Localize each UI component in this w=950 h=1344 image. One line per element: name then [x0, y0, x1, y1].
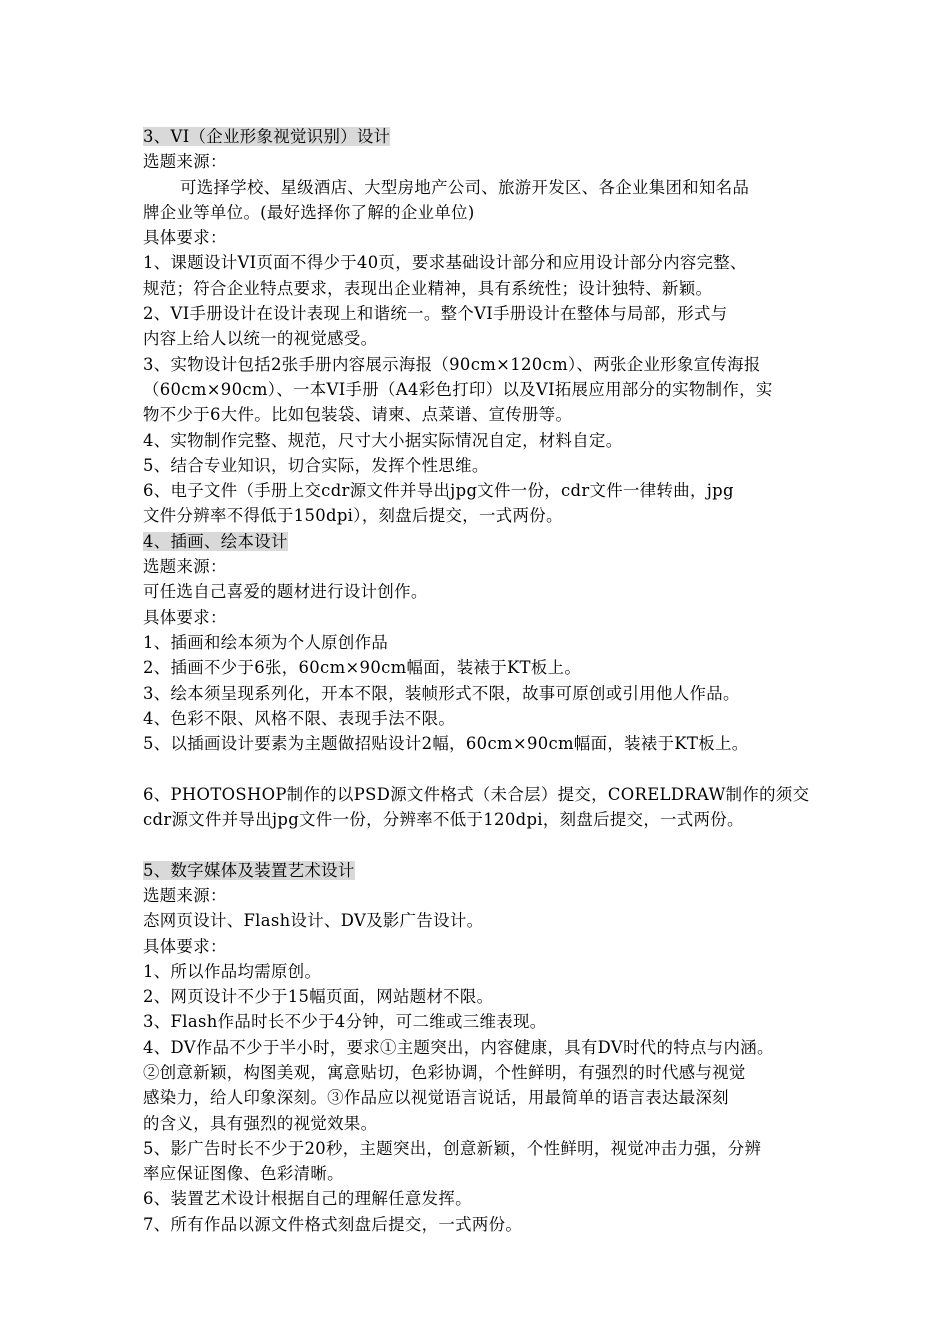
document-page	[143, 124, 818, 1237]
requirement-line: 率应保证图像、色彩清晰。	[143, 1164, 344, 1184]
requirement-line: ②创意新颖，构图美观，寓意贴切，色彩协调，个性鲜明，有强烈的时代感与视觉	[143, 1062, 746, 1082]
paragraph-line: 态网页设计、Flash设计、DV及影广告设计。	[143, 911, 484, 931]
source-label: 选题来源：	[143, 152, 227, 172]
requirement-line: 1、课题设计VI页面不得少于40页，要求基础设计部分和应用设计部分内容完整、	[143, 253, 747, 273]
section-heading-illustration-text: 4、插画、绘本设计	[143, 531, 288, 551]
blank-line	[143, 756, 818, 781]
requirement-line: 1、所以作品均需原创。	[143, 961, 322, 981]
requirement-line: 的含义，具有强烈的视觉效果。	[143, 1113, 378, 1133]
requirement-line: 2、网页设计不少于15幅页面，网站题材不限。	[143, 987, 494, 1007]
requirement-line: 2、VI手册设计在设计表现上和谐统一。整个VI手册设计在整体与局部，形式与	[143, 304, 728, 324]
requirements-label: 具体要求：	[143, 228, 227, 248]
requirements-label: 具体要求：	[143, 936, 227, 956]
requirement-line: 3、Flash作品时长不少于4分钟，可二维或三维表现。	[143, 1012, 547, 1032]
section-heading-digital	[143, 858, 818, 883]
section-heading-vi-text: 3、VI（企业形象视觉识别）设计	[143, 127, 391, 146]
requirement-line: 5、影广告时长不少于20秒，主题突出，创意新颖，个性鲜明，视觉冲击力强，分辨	[143, 1138, 762, 1158]
section-heading-digital-text: 5、数字媒体及装置艺术设计	[143, 860, 355, 880]
requirement-line: cdr源文件并导出jpg文件一份，分辨率不低于120dpi，刻盘后提交，一式两份。	[143, 810, 744, 830]
requirement-line: 3、绘本须呈现系列化，开本不限，装帧形式不限，故事可原创或引用他人作品。	[143, 683, 740, 703]
requirements-label: 具体要求：	[143, 607, 227, 627]
requirement-line: 3、实物设计包括2张手册内容展示海报（90cm×120cm）、两张企业形象宣传海报	[143, 354, 761, 374]
source-label: 选题来源：	[143, 885, 227, 905]
requirement-line: 4、色彩不限、风格不限、表现手法不限。	[143, 708, 456, 728]
paragraph-line: 可任选自己喜爱的题材进行设计创作。	[143, 582, 428, 602]
paragraph-line: 可选择学校、星级酒店、大型房地产公司、旅游开发区、各企业集团和知名品	[180, 177, 750, 197]
section-heading-illustration	[143, 529, 818, 554]
requirement-line: 5、结合专业知识，切合实际，发挥个性思维。	[143, 455, 489, 475]
requirement-line: 内容上给人以统一的视觉感受。	[143, 329, 378, 349]
requirement-line: 文件分辨率不得低于150dpi），刻盘后提交，一式两份。	[143, 506, 563, 526]
paragraph-line: 牌企业等单位。(最好选择你了解的企业单位)	[143, 202, 475, 222]
requirement-line: 2、插画不少于6张，60cm×90cm幅面，装裱于KT板上。	[143, 658, 582, 678]
requirement-line: 1、插画和绘本须为个人原创作品	[143, 632, 389, 652]
requirement-line: 物不少于6大件。比如包装袋、请柬、点菜谱、宣传册等。	[143, 405, 573, 425]
requirement-line: 6、电子文件（手册上交cdr源文件并导出jpg文件一份，cdr文件一律转曲，jpg	[143, 481, 734, 501]
requirement-line: 7、所有作品以源文件格式刻盘后提交，一式两份。	[143, 1214, 523, 1234]
requirement-line: 6、装置艺术设计根据自己的理解任意发挥。	[143, 1189, 472, 1209]
requirement-line: 规范；符合企业特点要求，表现出企业精神，具有系统性；设计独特、新颖。	[143, 278, 713, 298]
blank-line	[143, 832, 818, 857]
requirement-line: （60cm×90cm）、一本VI手册（A4彩色打印）以及VI拓展应用部分的实物制作，实	[143, 379, 773, 399]
source-label: 选题来源：	[143, 557, 227, 577]
section-heading-vi	[143, 124, 818, 149]
requirement-line: 4、DV作品不少于半小时，要求①主题突出，内容健康，具有DV时代的特点与内涵。	[143, 1037, 774, 1057]
requirement-line: 5、以插画设计要素为主题做招贴设计2幅，60cm×90cm幅面，装裱于KT板上。	[143, 734, 749, 754]
requirement-line: 感染力，给人印象深刻。③作品应以视觉语言说话，用最简单的语言表达最深刻	[143, 1088, 729, 1108]
requirement-line: 4、实物制作完整、规范，尺寸大小据实际情况自定，材料自定。	[143, 430, 623, 450]
requirement-line: 6、PHOTOSHOP制作的以PSD源文件格式（未合层）提交，CORELDRAW制作的须交	[143, 784, 810, 804]
